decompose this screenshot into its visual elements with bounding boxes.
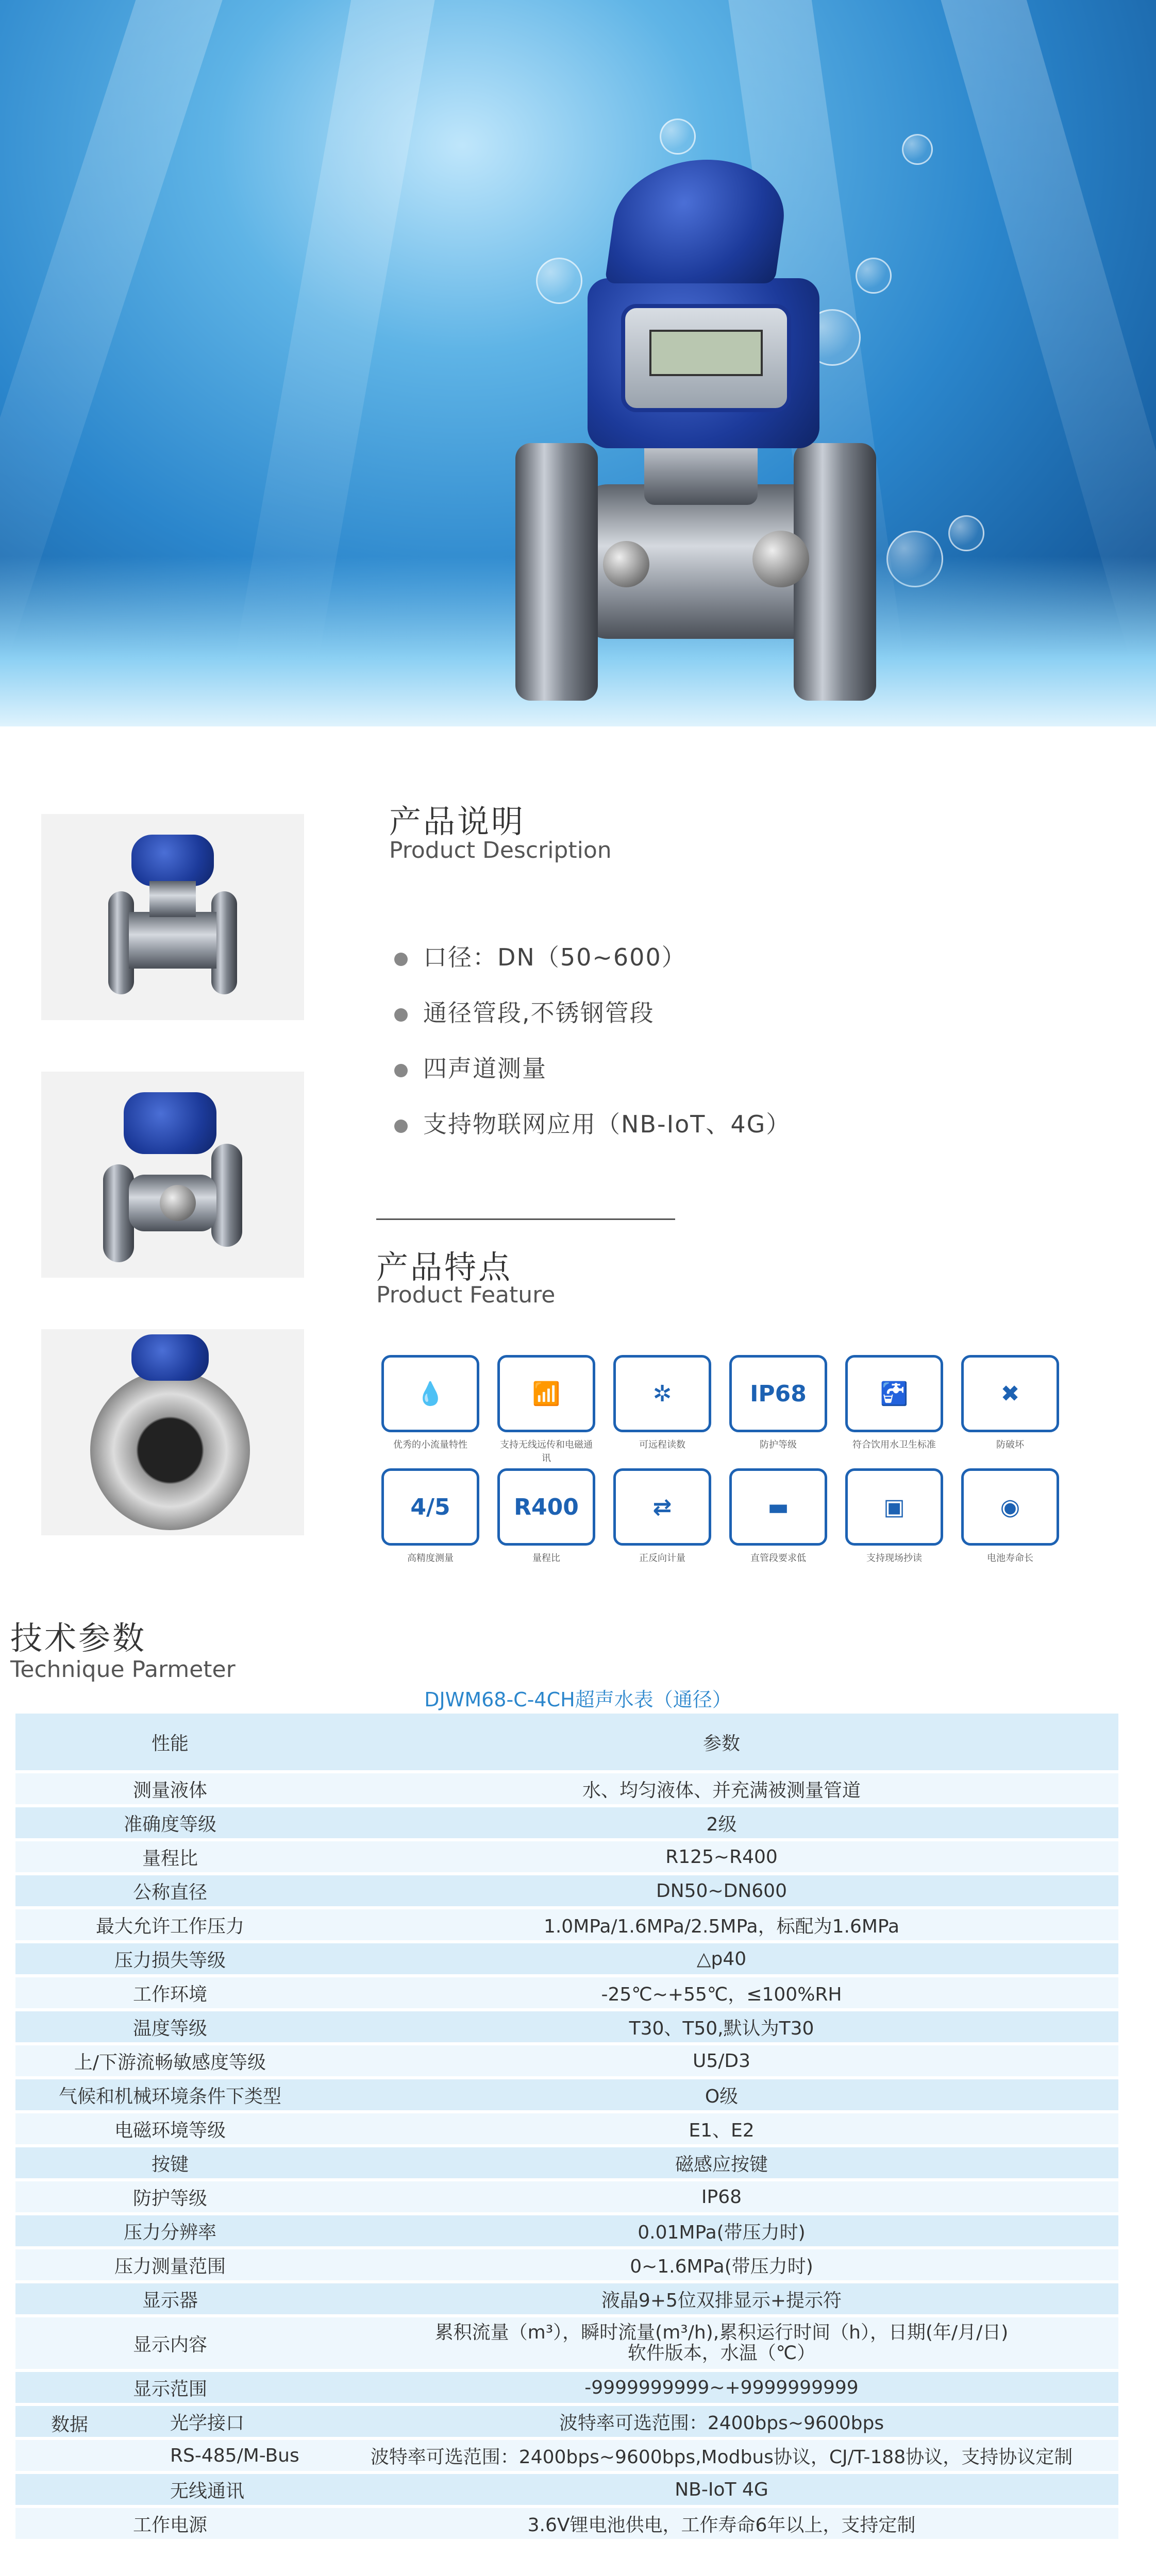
spec-row (15, 1714, 1118, 1770)
spec-cell: 最大允许工作压力 (15, 1909, 325, 1940)
comm-sub-label: 无线通讯 (170, 2480, 245, 2502)
spec-cell: 按键 (15, 2147, 325, 2178)
spec-cell: 波特率可选范围：2400bps~9600bps (325, 2406, 1118, 2437)
product-thumbnail-3 (41, 1329, 304, 1535)
desc-bullet: 口径：DN（50~600） (394, 939, 686, 973)
feature-icon-text: R400 (514, 1494, 579, 1520)
spec-cell: 气候和机械环境条件下类型 (15, 2079, 325, 2110)
spec-cell: 显示内容 (15, 2317, 325, 2369)
wireless-icon-glyph: 📶 (532, 1381, 561, 1407)
feature-label: 防护等级 (760, 1439, 797, 1450)
spec-row (15, 1841, 1118, 1872)
spec-cell: 压力损失等级 (15, 1943, 325, 1974)
feature-label: 支持现场抄读 (866, 1553, 922, 1564)
spec-cell: 液晶9+5位双排显示+提示符 (325, 2283, 1118, 2314)
spec-row (15, 2249, 1118, 2280)
spec-row (15, 2011, 1118, 2042)
tech-subtitle: Technique Parmeter (10, 1656, 236, 1683)
spec-cell: 参数 (325, 1714, 1118, 1770)
product-thumbnail-1 (41, 814, 304, 1020)
feature-icon-text: IP68 (750, 1380, 807, 1407)
model-caption: DJWM68-C-4CH超声水表（通径） (424, 1688, 732, 1711)
spec-row (15, 1875, 1118, 1906)
spec-cell: 准确度等级 (15, 1807, 325, 1838)
spec-cell: 上/下游流畅敏感度等级 (15, 2045, 325, 2076)
drop-icon-glyph: 💧 (416, 1381, 445, 1407)
spec-cell: 测量液体 (15, 1773, 325, 1804)
spec-cell: T30、T50,默认为T30 (325, 2011, 1118, 2042)
spec-cell: 压力测量范围 (15, 2249, 325, 2280)
pipe-icon (729, 1468, 827, 1546)
spec-cell: 工作电源 (15, 2508, 325, 2539)
spec-cell (325, 2317, 1118, 2369)
spec-cell (15, 2440, 325, 2471)
spec-cell: NB-IoT 4G (325, 2474, 1118, 2505)
spec-cell: DN50~DN600 (325, 1875, 1118, 1906)
spec-cell: -9999999999~+9999999999 (325, 2372, 1118, 2403)
product-feature-title: 产品特点 (376, 1248, 513, 1286)
spec-row (15, 1909, 1118, 1940)
spec-cell: 公称直径 (15, 1875, 325, 1906)
spec-cell: U5/D3 (325, 2045, 1118, 2076)
spec-row (15, 2079, 1118, 2110)
spec-row (15, 1773, 1118, 1804)
divider (376, 1218, 675, 1220)
spec-cell: 电磁环境等级 (15, 2113, 325, 2144)
hero-banner (0, 0, 1156, 726)
bidirectional-icon (613, 1468, 711, 1546)
tools-icon (961, 1355, 1059, 1432)
spec-cell: 压力分辨率 (15, 2215, 325, 2246)
spec-row (15, 2317, 1118, 2369)
spec-cell: 3.6V锂电池供电，工作寿命6年以上，支持定制 (325, 2508, 1118, 2539)
network-icon (613, 1355, 711, 1432)
spec-row (15, 2440, 1118, 2471)
spec-cell: -25℃~+55℃，≤100%RH (325, 1977, 1118, 2008)
tech-title: 技术参数 (10, 1619, 147, 1657)
tap-icon-glyph: 🚰 (880, 1381, 909, 1407)
spec-cell: 水、均匀液体、并充满被测量管道 (325, 1773, 1118, 1804)
spec-value: 累积流量（m³），瞬时流量(m³/h),累积运行时间（h），日期(年/月/日) (434, 2322, 1009, 2343)
spec-cell: 磁感应按键 (325, 2147, 1118, 2178)
reader-icon-glyph: ▣ (883, 1494, 905, 1520)
spec-row (15, 1943, 1118, 1974)
drop-icon (381, 1355, 479, 1432)
spec-row (15, 2406, 1118, 2437)
spec-row (15, 2147, 1118, 2178)
comm-sub-label: 光学接口 (170, 2412, 245, 2434)
bidirectional-icon-glyph: ⇄ (652, 1494, 672, 1520)
spec-cell: O级 (325, 2079, 1118, 2110)
comm-sub-label: RS-485/M-Bus (170, 2445, 299, 2466)
wireless-icon (497, 1355, 595, 1432)
spec-cell: △p40 (325, 1943, 1118, 1974)
product-feature-subtitle: Product Feature (376, 1282, 556, 1308)
feature-label: 电池寿命长 (987, 1553, 1033, 1564)
spec-row (15, 2045, 1118, 2076)
feature-label: 正反向计量 (639, 1553, 685, 1564)
feature-label: 防破坏 (996, 1439, 1024, 1450)
spec-row (15, 2508, 1118, 2539)
spec-row (15, 2474, 1118, 2505)
wave-icon (381, 1468, 479, 1546)
spec-table (15, 1710, 1118, 2542)
product-desc-subtitle: Product Description (389, 837, 612, 863)
spec-cell: IP68 (325, 2181, 1118, 2212)
spec-row (15, 2181, 1118, 2212)
ip68-icon (729, 1355, 827, 1432)
feature-label: 直管段要求低 (750, 1553, 806, 1564)
desc-bullet: 支持物联网应用（NB-IoT、4G） (394, 1106, 791, 1140)
spec-row (15, 2215, 1118, 2246)
spec-cell: 显示范围 (15, 2372, 325, 2403)
desc-bullet: 四声道测量 (394, 1050, 547, 1084)
spec-cell: 性能 (15, 1714, 325, 1770)
spec-row (15, 2113, 1118, 2144)
spec-row (15, 2283, 1118, 2314)
spec-cell: 温度等级 (15, 2011, 325, 2042)
pipe-icon-glyph: ▬ (767, 1494, 789, 1520)
spec-cell: 波特率可选范围：2400bps~9600bps,Modbus协议，CJ/T-188协议，支持协议定制 (325, 2440, 1118, 2471)
spec-cell: R125~R400 (325, 1841, 1118, 1872)
spec-cell (15, 2474, 325, 2505)
spec-cell: 量程比 (15, 1841, 325, 1872)
feature-label: 优秀的小流量特性 (393, 1439, 467, 1450)
tap-icon (845, 1355, 943, 1432)
feature-icon-text: 4/5 (410, 1494, 450, 1520)
reader-icon (845, 1468, 943, 1546)
spec-cell: E1、E2 (325, 2113, 1118, 2144)
meter-icon-glyph: ◉ (1000, 1494, 1020, 1520)
meter-icon (961, 1468, 1059, 1546)
product-desc-title: 产品说明 (389, 803, 526, 840)
feature-label: 符合饮用水卫生标准 (852, 1439, 936, 1450)
desc-bullet: 通径管段,不锈钢管段 (394, 994, 655, 1028)
feature-label: 支持无线远传和电磁通讯 (500, 1439, 593, 1464)
product-thumbnail-2 (41, 1072, 304, 1278)
spec-row (15, 2372, 1118, 2403)
spec-cell (15, 2406, 325, 2437)
r400-icon (497, 1468, 595, 1546)
spec-row (15, 1807, 1118, 1838)
tools-icon-glyph: ✖ (1000, 1380, 1020, 1407)
spec-cell: 工作环境 (15, 1977, 325, 2008)
spec-cell: 2级 (325, 1807, 1118, 1838)
feature-label: 可远程读数 (639, 1439, 685, 1450)
spec-value: 软件版本，水温（℃） (627, 2343, 816, 2364)
spec-cell: 0.01MPa(带压力时) (325, 2215, 1118, 2246)
feature-label: 高精度测量 (407, 1553, 454, 1564)
spec-row (15, 1977, 1118, 2008)
spec-cell: 防护等级 (15, 2181, 325, 2212)
network-icon-glyph: ✲ (652, 1380, 672, 1407)
spec-cell: 显示器 (15, 2283, 325, 2314)
spec-cell: 0~1.6MPa(带压力时) (325, 2249, 1118, 2280)
feature-label: 量程比 (532, 1553, 560, 1564)
comm-group-label: 数据 (51, 2414, 88, 2435)
spec-cell: 1.0MPa/1.6MPa/2.5MPa，标配为1.6MPa (325, 1909, 1118, 1940)
